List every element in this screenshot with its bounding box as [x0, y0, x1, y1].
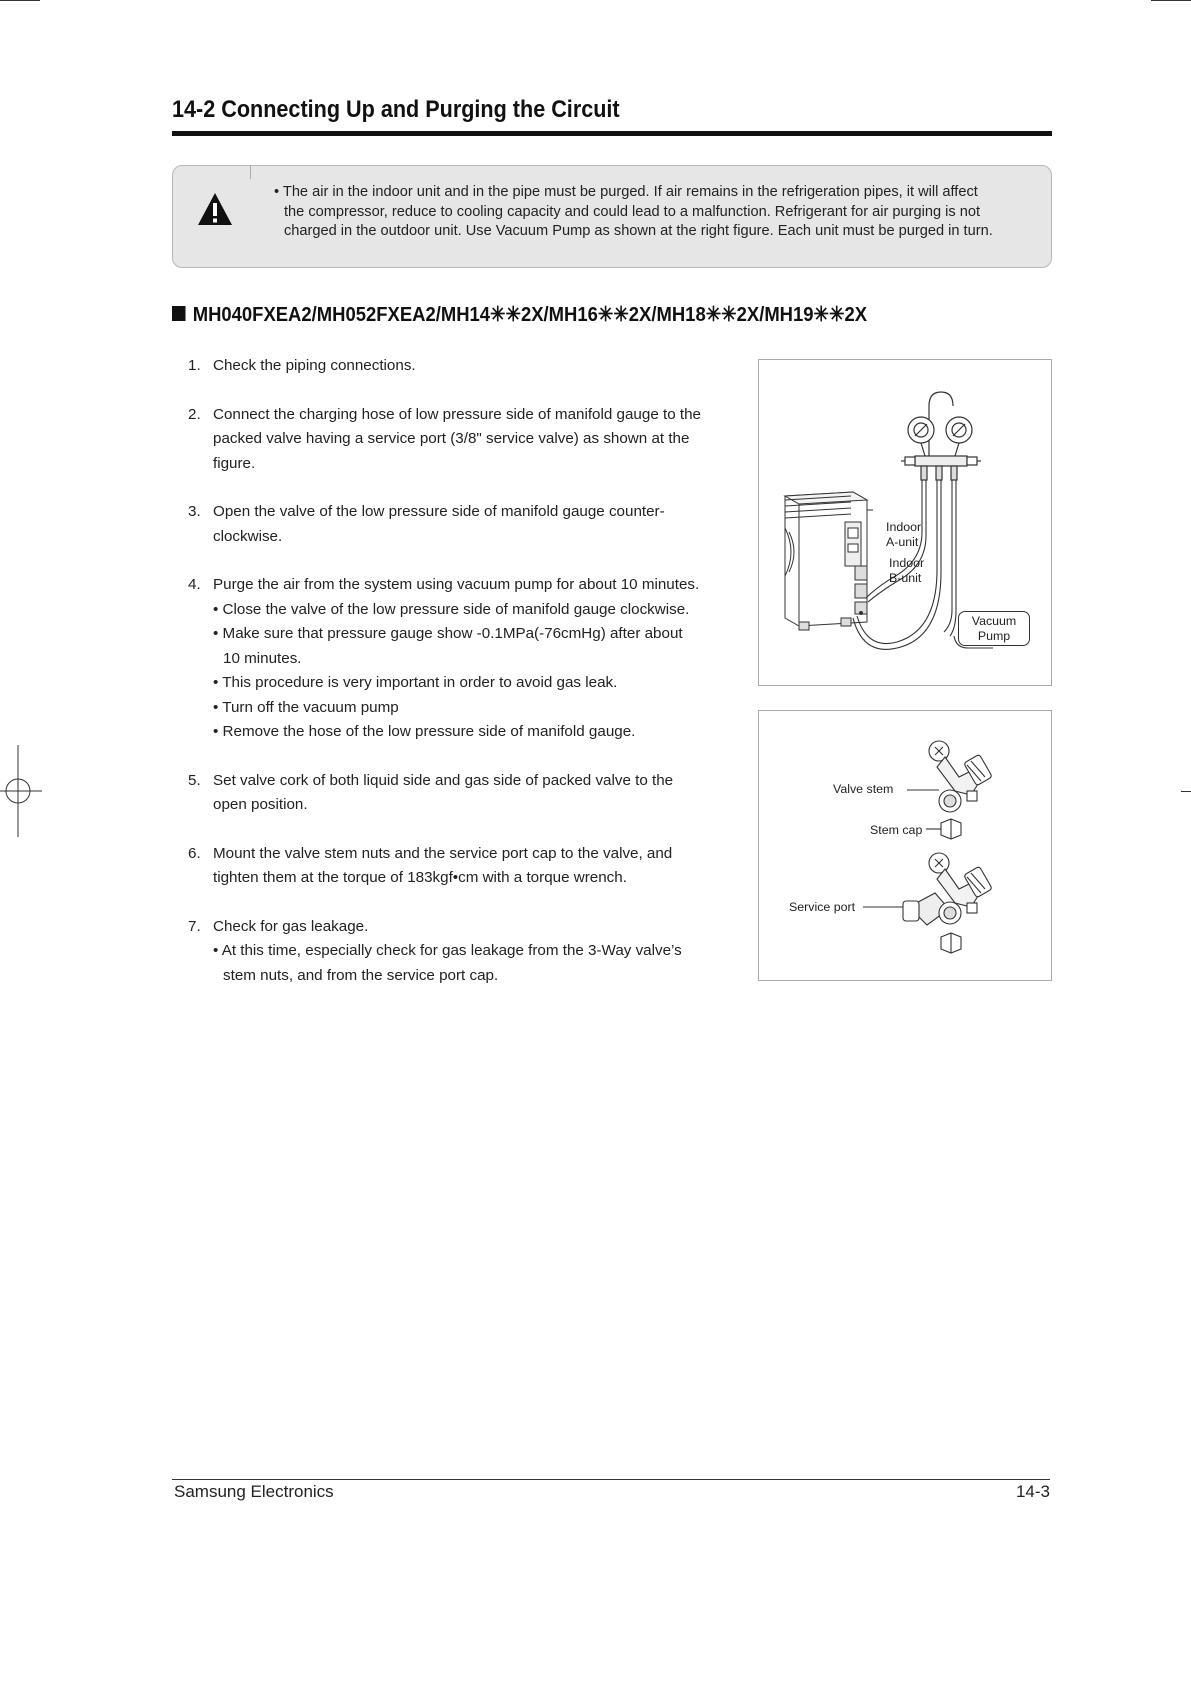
step-item [188, 354, 708, 379]
square-bullet-icon [172, 306, 186, 321]
step-number: 2. [188, 405, 201, 423]
step-line: Connect the charging hose of low pressure side of manifold gauge to the [213, 405, 701, 423]
indoor-a-line: Indoor [886, 520, 922, 534]
step-line: Check for gas leakage. [213, 917, 369, 935]
step-line: Purge the air from the system using vacuum pump for about 10 minutes. [213, 576, 700, 593]
step-item [188, 500, 708, 549]
figure-valve-parts [758, 710, 1052, 981]
step-line: Open the valve of the low pressure side of manifold gauge counter- [213, 503, 665, 520]
warning-tab-divider [250, 165, 251, 179]
page-title: 14-2 Connecting Up and Purging the Circuit [172, 96, 620, 123]
step-bullet: • This procedure is very important in order to avoid gas leak. [213, 674, 618, 691]
step-bullet: • Turn off the vacuum pump [213, 698, 399, 716]
indoor-a-line: A-unit [886, 534, 919, 549]
step-line: Set valve cork of both liquid side and gas side of packed valve to the [213, 771, 674, 789]
procedure-steps [188, 354, 708, 1012]
warning-text [274, 183, 1034, 242]
step-number: 4. [188, 576, 201, 593]
warning-line: • The air in the indoor unit and in the pipe must be purged. If air remains in the refrigeration pipes, it will affect [274, 184, 978, 200]
indoor-b-line: Indoor [889, 556, 925, 570]
model-list: MH040FXEA2/MH052FXEA2/MH14✳✳2X/MH16✳✳2X/MH18✳✳2X/MH19✳✳2X [192, 303, 868, 326]
step-item [188, 403, 708, 477]
indoor-b-line: B-unit [889, 570, 922, 585]
vacuum-pump-line: Pump [977, 629, 1011, 643]
indoor-b-label [889, 556, 924, 585]
step-number: 1. [188, 357, 201, 374]
step-line: clockwise. [213, 527, 283, 545]
step-line: figure. [213, 454, 256, 472]
crop-mark [0, 0, 40, 1]
warning-triangle-icon [196, 191, 234, 227]
step-bullet: • Close the valve of the low pressure side of manifold gauge clockwise. [213, 600, 690, 618]
step-line: open position. [213, 796, 308, 813]
step-item [188, 573, 708, 745]
step-line: packed valve having a service port (3/8" service valve) as shown at the [213, 430, 690, 447]
step-number: 3. [188, 503, 201, 520]
crop-mark [1151, 0, 1191, 1]
step-number: 7. [188, 917, 201, 935]
step-item [188, 915, 708, 989]
step-bullet: • Remove the hose of the low pressure side of manifold gauge. [213, 723, 636, 740]
valve-stem-label: Valve stem [833, 782, 894, 796]
step-item [188, 842, 708, 891]
service-port-label: Service port [789, 900, 856, 914]
registration-mark [0, 745, 42, 837]
indoor-a-label [886, 520, 921, 549]
step-line: Check the piping connections. [213, 357, 416, 374]
step-bullet: 10 minutes. [223, 649, 302, 667]
footer-company: Samsung Electronics [174, 1482, 334, 1501]
step-item [188, 769, 708, 818]
step-bullet: • Make sure that pressure gauge show -0.1MPa(-76cmHg) after about [213, 625, 683, 642]
crop-mark [1181, 791, 1191, 792]
valve-parts-illustration [759, 711, 1051, 980]
step-number: 5. [188, 771, 201, 789]
step-bullet: stem nuts, and from the service port cap. [223, 966, 499, 984]
section-heading [172, 302, 982, 327]
step-bullets [213, 598, 708, 745]
stem-cap-label: Stem cap [870, 823, 923, 837]
step-line: Mount the valve stem nuts and the service port cap to the valve, and [213, 844, 673, 862]
vacuum-pump-label [958, 611, 1030, 646]
warning-line: charged in the outdoor unit. Use Vacuum Pump as shown at the right figure. Each unit must be purged in turn. [284, 223, 993, 240]
step-bullet: • At this time, especially check for gas leakage from the 3-Way valve’s [213, 942, 682, 959]
step-number: 6. [188, 844, 201, 862]
footer-rule [172, 1479, 1050, 1480]
footer-page-number: 14-3 [1015, 1482, 1050, 1501]
step-line: tighten them at the torque of 183kgf•cm with a torque wrench. [213, 869, 627, 886]
title-rule [172, 131, 1052, 136]
warning-line: the compressor, reduce to cooling capacity and could lead to a malfunction. Refrigerant for air purging is not [284, 203, 981, 220]
vacuum-pump-line: Vacuum [971, 614, 1017, 628]
step-bullets [213, 939, 708, 988]
